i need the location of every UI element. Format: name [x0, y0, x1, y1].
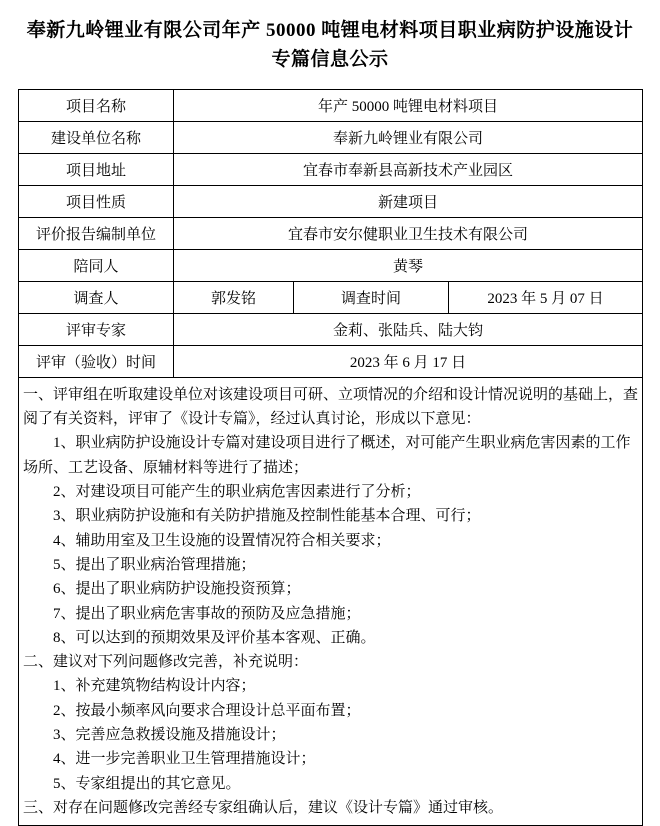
opinion-item: 1、补充建筑物结构设计内容；	[53, 678, 256, 695]
row-value-surveyor: 郭发铭	[174, 281, 294, 313]
page-title: 奉新九岭锂业有限公司年产 50000 吨锂电材料项目职业病防护设施设计专篇信息公示	[26, 20, 634, 71]
opinion-section2-heading: 二、建议对下列问题修改完善，补充说明：	[23, 654, 309, 671]
table-row	[19, 153, 643, 185]
row-value-project-nature: 新建项目	[174, 185, 643, 217]
row-label-accompanying-person: 陪同人	[19, 249, 174, 281]
table-row	[19, 185, 643, 217]
table-row	[19, 89, 643, 121]
row-label-survey-time: 调查时间	[294, 281, 449, 313]
row-value-survey-time: 2023 年 5 月 07 日	[449, 281, 643, 313]
row-label-surveyor: 调查人	[19, 281, 174, 313]
row-value-review-experts: 金莉、张陆兵、陆大钧	[174, 313, 643, 345]
opinion-item: 5、提出了职业病治管理措施；	[53, 556, 256, 573]
row-value-construction-unit: 奉新九岭锂业有限公司	[174, 121, 643, 153]
table-row	[19, 121, 643, 153]
row-label-project-name: 项目名称	[19, 89, 174, 121]
opinion-item: 3、完善应急救援设施及措施设计；	[53, 727, 286, 744]
row-value-project-name: 年产 50000 吨锂电材料项目	[174, 89, 643, 121]
opinion-item: 2、按最小频率风向要求合理设计总平面布置；	[53, 702, 361, 719]
row-value-accompanying-person: 黄琴	[174, 249, 643, 281]
row-label-project-nature: 项目性质	[19, 185, 174, 217]
opinion-section1-heading: 一、评审组在听取建设单位对该建设项目可研、立项情况的介绍和设计情况说明的基础上，查阅了有关资料，评审了《设计专篇》，经过认真讨论，形成以下意见：	[23, 386, 639, 428]
table-row	[19, 313, 643, 345]
row-label-construction-unit: 建设单位名称	[19, 121, 174, 153]
row-value-report-unit: 宜春市安尔健职业卫生技术有限公司	[174, 217, 643, 249]
opinion-item: 5、专家组提出的其它意见。	[53, 775, 241, 792]
opinion-item: 8、可以达到的预期效果及评价基本客观、正确。	[53, 629, 376, 646]
row-value-project-address: 宜春市奉新县高新技术产业园区	[174, 153, 643, 185]
opinion-item: 1、职业病防护设施设计专篇对建设项目进行了概述，对可能产生职业病危害因素的工作场所、工艺设备、原辅材料等进行了描述；	[23, 435, 631, 476]
row-label-review-time: 评审（验收）时间	[19, 345, 174, 377]
info-table	[18, 89, 643, 826]
opinion-item: 2、对建设项目可能产生的职业病危害因素进行了分析；	[53, 484, 421, 501]
opinions-cell	[19, 377, 643, 825]
opinion-item: 6、提出了职业病防护设施投资预算；	[53, 581, 301, 598]
opinion-item: 4、进一步完善职业卫生管理措施设计；	[53, 751, 316, 768]
opinion-item: 4、辅助用室及卫生设施的设置情况符合相关要求；	[53, 532, 391, 549]
table-row	[19, 281, 643, 313]
table-row	[19, 345, 643, 377]
opinion-item: 3、职业病防护设施和有关防护措施及控制性能基本合理、可行；	[53, 508, 481, 525]
row-label-report-unit: 评价报告编制单位	[19, 217, 174, 249]
table-row	[19, 217, 643, 249]
opinion-item: 7、提出了职业病危害事故的预防及应急措施；	[53, 605, 361, 622]
row-label-review-experts: 评审专家	[19, 313, 174, 345]
table-row-opinions	[19, 377, 643, 825]
opinion-section3: 三、对存在问题修改完善经专家组确认后，建议《设计专篇》通过审核。	[23, 799, 504, 816]
row-value-review-time: 2023 年 6 月 17 日	[174, 345, 643, 377]
row-label-project-address: 项目地址	[19, 153, 174, 185]
table-row	[19, 249, 643, 281]
